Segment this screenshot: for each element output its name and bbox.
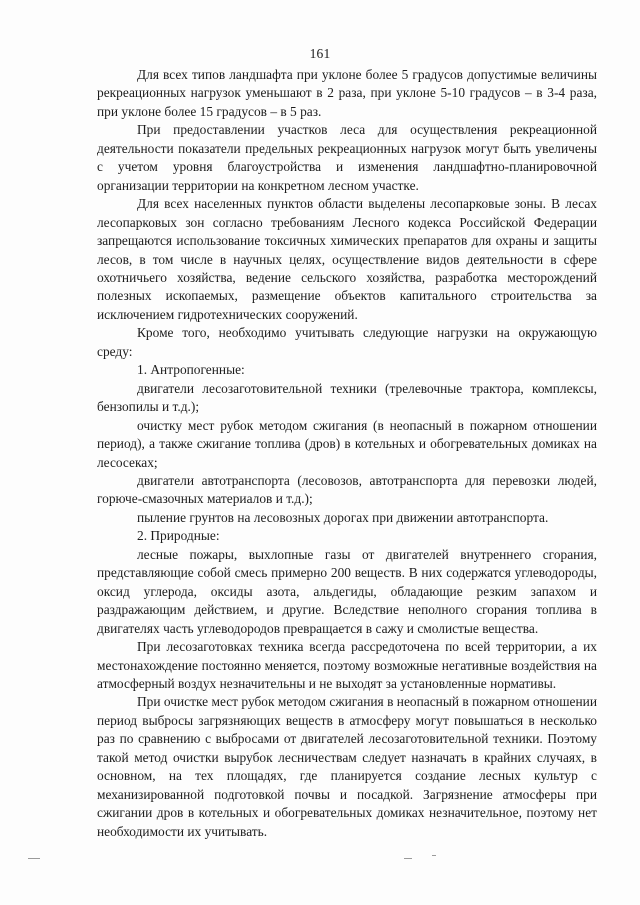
paragraph-recreation-increase: При предоставлении участков леса для осуществления рекреационной деятельности показатели предельных рекреационных нагрузок могут быть увеличены с учетом уровня благоустройства и изменения ландшафтно-планировочной организации территории на конкретном лесном участке. <box>97 122 597 193</box>
list-item-burning-cleanup: очистку мест рубок методом сжигания (в неопасный в пожарном отношении период), а также сжигание топлива (дров) в котельных и обогревательных домиках на лесосеках; <box>97 417 597 470</box>
scan-artifact-right <box>404 858 412 859</box>
paragraph-environment-loads: Кроме того, необходимо учитывать следующие нагрузки на окружающую среду: <box>97 325 597 359</box>
list-heading-anthropogenic: 1. Антропогенные: <box>137 362 245 378</box>
list-item-logging-engines: двигатели лесозаготовительной техники (трелевочные трактора, комплексы, бензопилы и т.д.); <box>97 380 597 415</box>
paragraph-slope-loads: Для всех типов ландшафта при уклоне более 5 градусов допустимые величины рекреационных нагрузок уменьшают в 2 раза, при уклоне 5-10 градусов – в 3-4 раза, при уклоне более 15 градусов – в 5 раз. <box>97 67 597 119</box>
body-text <box>97 66 597 841</box>
list-heading-natural: 2. Природные: <box>137 528 220 544</box>
paragraph-burning-emissions: При очистке мест рубок методом сжигания в неопасный в пожарном отношении период выбросы загрязняющих веществ в атмосферу могут повышаться в несколько раз по сравнению с выбросами от двигателей лесозаготовительной техники. Поэтому такой метод очистки вырубок лесничествам следует назначать в крайних случаях, в основном, на тех площадях, где планируется создание лесных культур с механизированной подготовкой почвы и посадкой. Загрязнение атмосферы при сжигании дров в котельных и обогревательных домиках незначительное, поэтому нет необходимости их учитывать. <box>97 694 597 839</box>
list-item-fires-emissions: лесные пожары, выхлопные газы от двигателей внутреннего сгорания, представляющие собой смесь примерно 200 веществ. В них содержатся углеводороды, оксид углерода, оксиды азота, альдегиды, обладающие резким запахом и раздражающим действием, и другие. Вследствие неполного сгорания топлива в двигателях часть углеводородов превращается в сажу и смолистые вещества. <box>97 546 597 636</box>
paragraph-logging-dispersed: При лесозаготовках техника всегда рассредоточена по всей территории, а их местонахождение постоянно меняется, поэтому возможные негативные воздействия на атмосферный воздух незначительны и не выходят за установленные нормативы. <box>97 639 597 691</box>
list-item-road-dust: пыление грунтов на лесовозных дорогах при движении автотранспорта. <box>137 509 549 525</box>
scan-artifact-right-dot <box>432 855 436 856</box>
paragraph-forest-park-zones: Для всех населенных пунктов области выделены лесопарковые зоны. В лесах лесопарковых зон согласно требованиям Лесного кодекса Российской Федерации запрещаются использование токсичных химических препаратов для охраны и защиты лесов, в том числе в научных целях, осуществление видов деятельности в сфере охотничьего хозяйства, ведение сельского хозяйства, разработка месторождений полезных ископаемых, размещение объектов капитального строительства за исключением гидротехнических сооружений. <box>97 196 597 322</box>
scan-artifact-left <box>28 858 40 859</box>
list-item-vehicle-engines: двигатели автотранспорта (лесовозов, автотранспорта для перевозки людей, горюче-смазочных материалов и т.д.); <box>97 472 597 507</box>
page-number: 161 <box>309 46 331 61</box>
